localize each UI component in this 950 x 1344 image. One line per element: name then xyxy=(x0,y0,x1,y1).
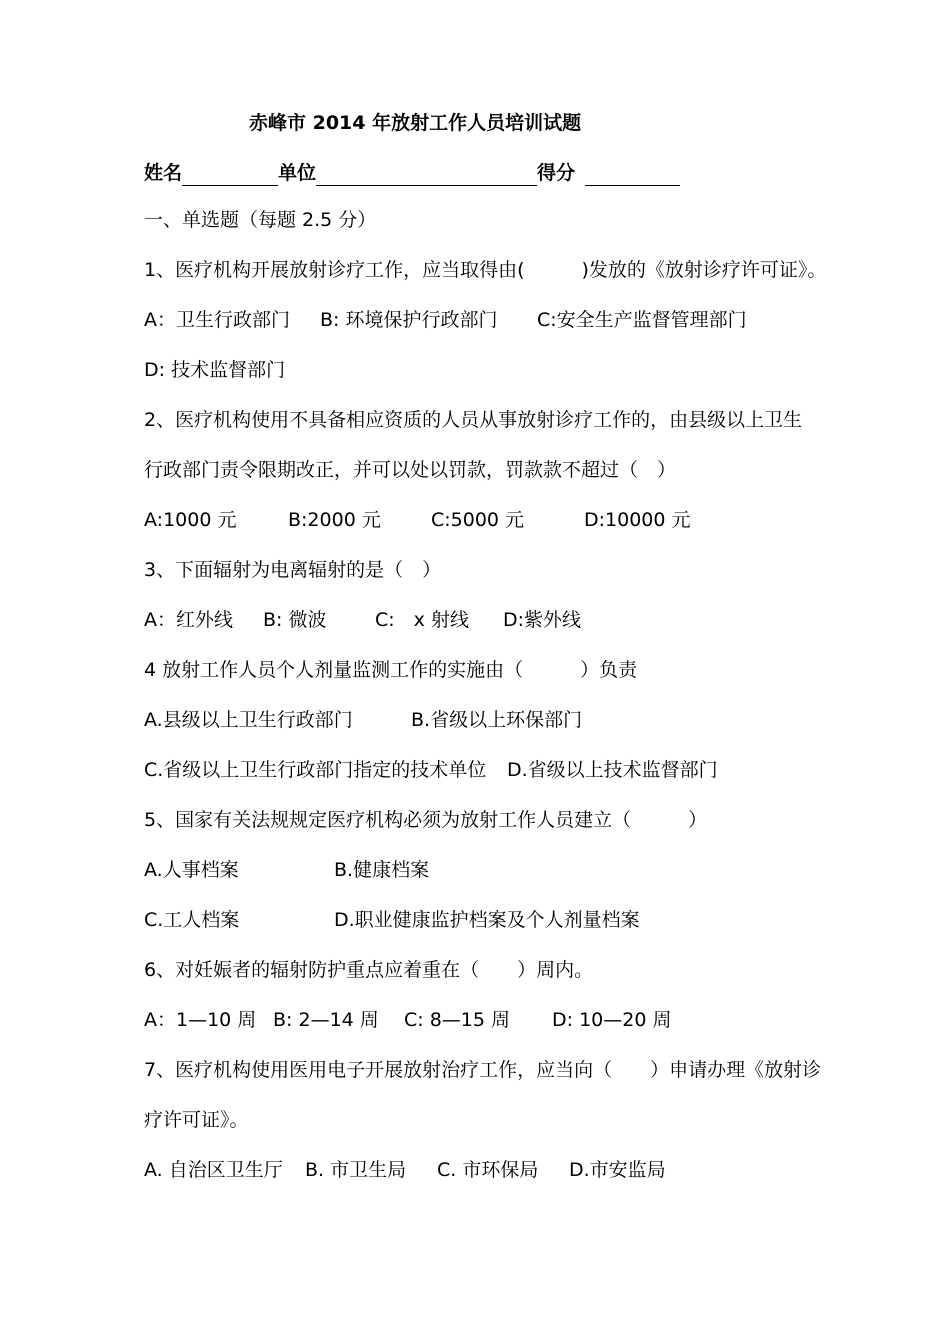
option-d: D.省级以上技术监督部门 xyxy=(507,759,718,781)
option-a: A. 自治区卫生厅 xyxy=(144,1159,283,1181)
option-c: C: 8—15 周 xyxy=(404,1009,511,1031)
option-c: C:5000 元 xyxy=(431,509,525,531)
option-d: D:10000 元 xyxy=(584,509,691,531)
option-a: A.人事档案 xyxy=(144,859,239,881)
option-b: B: 微波 xyxy=(263,609,327,631)
option-b: B.省级以上环保部门 xyxy=(411,709,583,731)
question-text: 2、医疗机构使用不具备相应资质的人员从事放射诊疗工作的，由县级以上卫生 xyxy=(144,409,803,431)
unit-blank xyxy=(316,185,537,186)
option-c: C: x 射线 xyxy=(375,609,469,631)
option-a: A：1—10 周 xyxy=(144,1009,257,1031)
option-b: B:2000 元 xyxy=(288,509,381,531)
option-c: C.工人档案 xyxy=(144,909,240,931)
option-a: A：卫生行政部门 xyxy=(144,309,290,331)
page-title: 赤峰市 2014 年放射工作人员培训试题 xyxy=(249,112,582,134)
score-blank xyxy=(585,185,680,186)
option-b: B. 市卫生局 xyxy=(305,1159,407,1181)
question-text: 3、下面辐射为电离辐射的是（ ） xyxy=(144,559,442,581)
option-d: D:紫外线 xyxy=(503,609,582,631)
option-a: A：红外线 xyxy=(144,609,233,631)
question-text-cont: 疗许可证》。 xyxy=(144,1109,249,1131)
score-label: 得分 xyxy=(537,162,576,184)
question-text: 4 放射工作人员个人剂量监测工作的实施由（ ）负责 xyxy=(144,659,638,681)
option-b: B.健康档案 xyxy=(334,859,430,881)
name-blank xyxy=(182,185,278,186)
option-b: B: 环境保护行政部门 xyxy=(320,309,498,331)
option-c: C. 市环保局 xyxy=(437,1159,539,1181)
question-text: 1、医疗机构开展放射诊疗工作，应当取得由( )发放的《放射诊疗许可证》。 xyxy=(144,259,827,281)
option-d: D.职业健康监护档案及个人剂量档案 xyxy=(334,909,640,931)
option-c: C.省级以上卫生行政部门指定的技术单位 xyxy=(144,759,487,781)
question-text-cont: 行政部门责令限期改正，并可以处以罚款，罚款款不超过（ ） xyxy=(144,459,677,481)
option-a: A:1000 元 xyxy=(144,509,237,531)
option-d: D: 技术监督部门 xyxy=(144,359,286,381)
option-b: B: 2—14 周 xyxy=(273,1009,379,1031)
unit-label: 单位 xyxy=(278,162,317,184)
question-text: 6、对妊娠者的辐射防护重点应着重在（ ）周内。 xyxy=(144,959,594,981)
option-d: D: 10—20 周 xyxy=(552,1009,672,1031)
option-c: C:安全生产监督管理部门 xyxy=(537,309,747,331)
question-text: 5、国家有关法规规定医疗机构必须为放射工作人员建立（ ） xyxy=(144,809,708,831)
section-heading: 一、单选题（每题 2.5 分） xyxy=(144,209,377,231)
name-label: 姓名 xyxy=(144,162,183,184)
option-a: A.县级以上卫生行政部门 xyxy=(144,709,353,731)
option-d: D.市安监局 xyxy=(569,1159,666,1181)
question-text: 7、医疗机构使用医用电子开展放射治疗工作，应当向（ ）申请办理《放射诊 xyxy=(144,1059,822,1081)
